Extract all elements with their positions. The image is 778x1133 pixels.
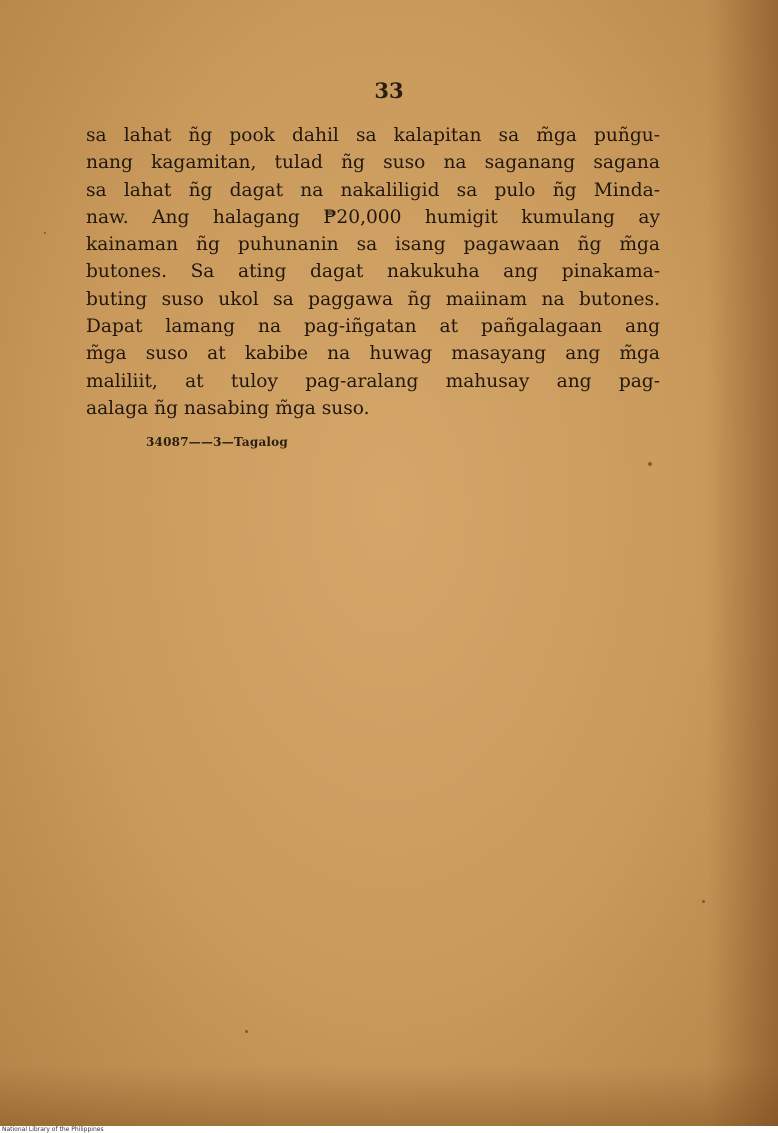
text-line: sa lahat ñg dagat na nakaliligid sa pulo ñg Minda- [86, 179, 660, 201]
text-line: Dapat lamang na pag-iñgatan at pañgalagaan ang [86, 316, 660, 338]
text-line: buting suso ukol sa paggawa ñg maiinam na butones. [86, 288, 660, 310]
body-paragraph [86, 122, 660, 422]
text-line: sa lahat ñg pook dahil sa kalapitan sa m̃ga puñgu- [86, 125, 660, 146]
text-line: nang kagamitan, tulad ñg suso na saganang sagana [86, 152, 660, 174]
paper-speck [702, 900, 705, 903]
page-edge-shadow [708, 0, 778, 1126]
text-line: butones. Sa ating dagat nakukuha ang pinakama- [86, 261, 660, 283]
text-line: maliliit, at tuloy pag-aralang mahusay ang pag- [86, 370, 660, 392]
printer-signature: 34087——3—Tagalog [146, 435, 288, 449]
paper-speck [245, 1030, 248, 1033]
paper-speck [44, 232, 46, 234]
page-number: 33 [374, 78, 404, 103]
paper-speck [648, 462, 652, 466]
text-line: aalaga ñg nasabing m̃ga suso. [86, 397, 370, 419]
text-line: kainaman ñg puhunanin sa isang pagawaan ñg m̃ga [86, 234, 660, 256]
text-line: m̃ga suso at kabibe na huwag masayang ang m̃ga [86, 343, 660, 365]
library-credit: National Library of the Philippines [2, 1126, 104, 1133]
text-line: naw. Ang halagang ₱20,000 humigit kumulang ay [86, 206, 660, 228]
page-bottom-shadow [0, 1066, 778, 1126]
